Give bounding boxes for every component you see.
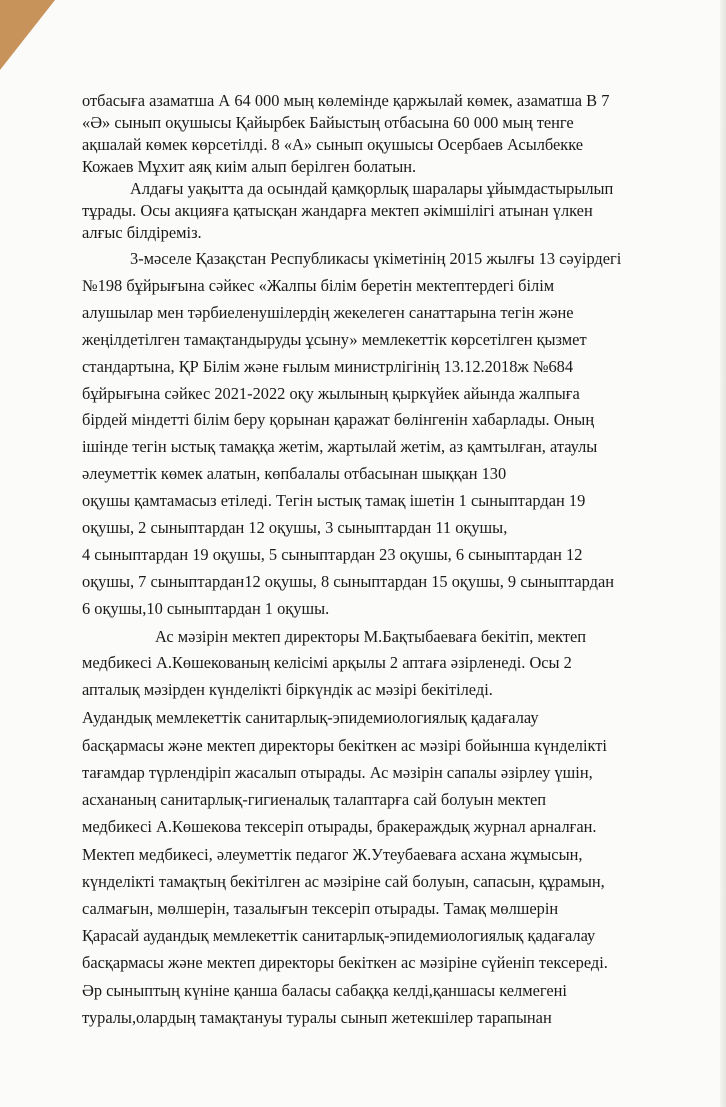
- text-line: оқушы, 7 сыныптардан12 оқушы, 8 сыныптардан 15 оқушы, 9 сыныптардан: [82, 572, 615, 591]
- text-line: алғыс білдіреміз.: [82, 223, 202, 242]
- text-line: басқармасы және мектеп директоры бекіткен ас мәзірі бойынша күнделікті: [82, 736, 607, 755]
- text-line: жеңілдетілген тамақтандыруды ұсыну» мемлекеттік көрсетілген қызмет: [82, 330, 587, 349]
- text-line: отбасыға азаматша А 64 000 мың көлемінде қаржылай көмек, азаматша В 7: [82, 91, 610, 110]
- text-line: «Ә» сынып оқушысы Қайырбек Байыстың отбасына 60 000 мың тенге: [82, 113, 574, 132]
- text-line: бірдей міндетті білім беру қорынан қаражат бөлінгенін хабарлады. Оның: [82, 410, 595, 429]
- text-line: №198 бұйрығына сәйкес «Жалпы білім беретін мектептердегі білім: [82, 276, 555, 295]
- text-line: тағамдар түрлендіріп жасалып отырады. Ас мәзірін сапалы әзірлеу үшін,: [82, 763, 593, 782]
- text-line: туралы,олардың тамақтануы туралы сынып жетекшілер тарапынан: [82, 1008, 552, 1027]
- text-line: Әр сыныптың күніне қанша баласы сабаққа келді,қаншасы келмегені: [82, 981, 567, 1000]
- text-line: асхананың санитарлық-гигиеналық талаптарға сай болуын мектеп: [82, 790, 547, 809]
- text-line: оқушы қамтамасыз етіледі. Тегін ыстық тамақ ішетін 1 сыныптардан 19: [82, 491, 586, 510]
- text-line: Аудандық мемлекеттік санитарлық-эпидемиологиялық қадағалау: [82, 708, 539, 727]
- text-line: оқушы, 2 сыныптардан 12 оқушы, 3 сыныптардан 11 оқушы,: [82, 518, 508, 537]
- text-line: тұрады. Осы акцияға қатысқан жандарға мектеп әкімшілігі атынан үлкен: [82, 201, 593, 220]
- text-line: Қарасай аудандық мемлекеттік санитарлық-эпидемиологиялық қадағалау: [82, 926, 596, 945]
- page-edge: [720, 0, 726, 1107]
- text-line: апталық мәзірден күнделікті біркүндік ас мәзірі бекітіледі.: [82, 680, 493, 699]
- text-line: ақшалай көмек көрсетілді. 8 «А» сынып оқушысы Осербаев Асылбекке: [82, 135, 584, 154]
- text-line: басқармасы және мектеп директоры бекіткен ас мәзіріне сүйеніп тексереді.: [82, 953, 608, 972]
- text-line: 6 оқушы,10 сыныптардан 1 оқушы.: [82, 599, 330, 618]
- text-line: Мектеп медбикесі, әлеуметтік педагог Ж.Утеубаеваға асхана жұмысын,: [82, 845, 583, 864]
- text-line: медбикесі А.Көшекова тексеріп отырады, бракераждық журнал арналған.: [82, 817, 597, 836]
- text-line: медбикесі А.Көшекованың келісімі арқылы 2 аптаға әзірленеді. Осы 2: [82, 653, 572, 672]
- text-line: бұйрығына сәйкес 2021-2022 оқу жылының қыркүйек айында жалпыға: [82, 384, 580, 403]
- text-line: стандартына, ҚР Білім және ғылым министрлігінің 13.12.2018ж №684: [82, 357, 574, 376]
- text-line: салмағын, мөлшерін, тазалығын тексеріп отырады. Тамақ мөлшерін: [82, 899, 559, 918]
- text-line: алушылар мен тәрбиеленушілердің жекелеген санаттарына тегін және: [82, 303, 574, 322]
- text-line: күнделікті тамақтың бекітілген ас мәзіріне сай болуын, сапасын, құрамын,: [82, 872, 605, 891]
- text-line: 4 сыныптардан 19 оқушы, 5 сыныптардан 23 оқушы, 6 сыныптардан 12: [82, 545, 583, 564]
- text-line: Кожаев Мұхит аяқ киім алып берілген болатын.: [82, 157, 417, 176]
- text-line: ішінде тегін ыстық тамаққа жетім, жартылай жетім, аз қамтылған, атаулы: [82, 437, 598, 456]
- text-line: 3-мәселе Қазақстан Республикасы үкіметінің 2015 жылғы 13 сәуірдегі: [130, 249, 622, 268]
- text-line: әлеуметтік көмек алатын, көпбалалы отбасынан шыққан 130: [82, 464, 507, 483]
- folded-page-corner: [0, 0, 55, 70]
- text-line: Алдағы уақытта да осындай қамқорлық шаралары ұйымдастырылып: [130, 179, 614, 198]
- text-line: Ас мәзірін мектеп директоры М.Бақтыбаеваға бекітіп, мектеп: [155, 627, 587, 646]
